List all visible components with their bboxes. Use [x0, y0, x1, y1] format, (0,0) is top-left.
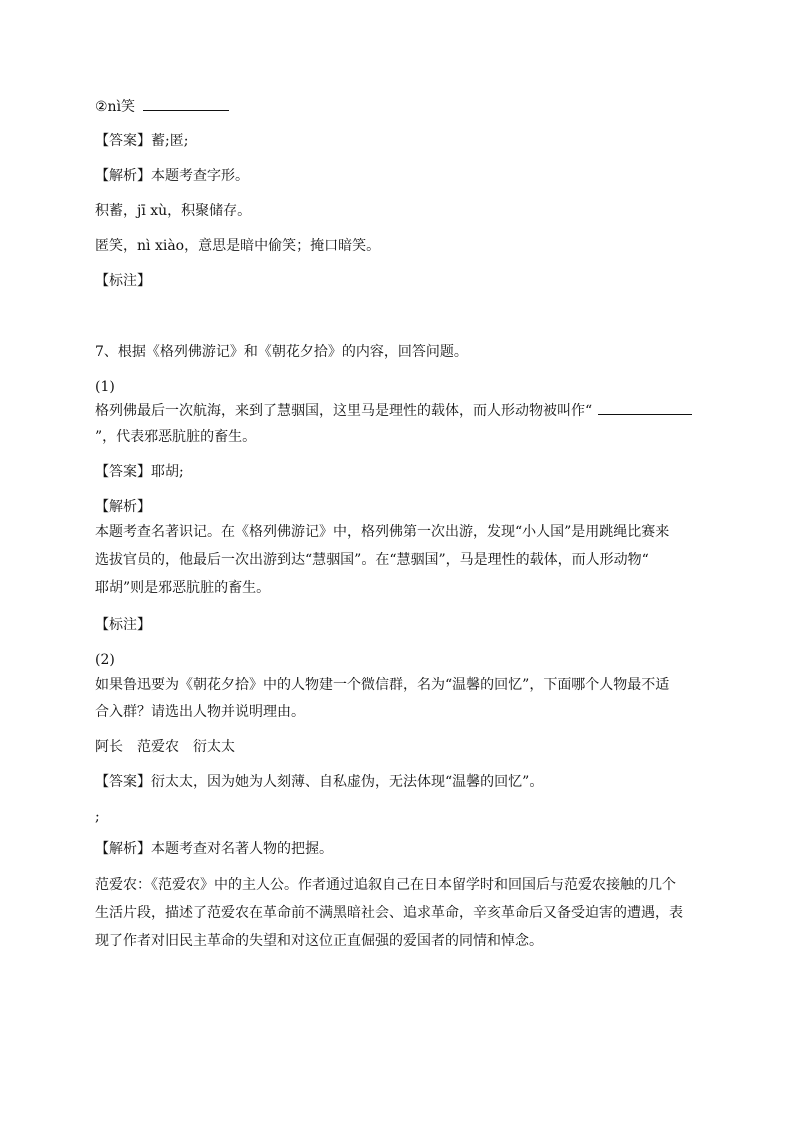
q7-sub1-analysis-line-1: 本题考查名著识记。在《格列佛游记》中，格列佛第一次出游，发现“小人国”是用跳绳比赛来 — [95, 524, 670, 540]
option-fan-ainong: 范爱农 — [137, 739, 179, 755]
q7-sub2-number: (2) — [95, 652, 115, 668]
q6-analysis-line — [95, 166, 249, 186]
answer-label: 【答案】 — [95, 774, 151, 790]
q7-sub1-question-line-1 — [95, 400, 692, 421]
q7-sub2-options — [95, 737, 235, 757]
answer-label: 【答案】 — [95, 133, 151, 149]
q7-sub1-analysis-label: 【解析】 — [95, 499, 151, 515]
answer-text: 蓄;匿; — [151, 133, 189, 149]
stray-semicolon: ; — [95, 809, 100, 825]
q6-item2-line — [95, 96, 229, 117]
q7-sub2-detail-line-2: 生活片段，描述了范爱农在革命前不满黑暗社会、追求革命，辛亥革命后又备受迫害的遭遇，表 — [95, 905, 683, 921]
q7-sub1-analysis-line-2: 选拔官员的，他最后一次出游到达“慧骃国”。在“慧骃国”，马是理性的载体，而人形动物“ — [95, 552, 649, 568]
answer-text: 衍太太，因为她为人刻薄、自私虚伪，无法体现“温馨的回忆”。 — [151, 774, 544, 790]
q6-answer-line — [95, 131, 188, 151]
analysis-text: 本题考查字形。 — [151, 168, 249, 184]
q7-sub1-analysis-line-3: 耶胡”则是邪恶肮脏的畜生。 — [95, 580, 271, 596]
q7-sub2-detail-line-1: 范爱农：《范爱农》中的主人公。作者通过追叙自己在日本留学时和回国后与范爱农接触的几个 — [95, 877, 676, 893]
analysis-label: 【解析】 — [95, 841, 151, 857]
q6-explanation-line-1: 积蓄，jī xù，积聚储存。 — [95, 203, 252, 219]
q7-sub2-answer-line — [95, 772, 543, 792]
analysis-text: 本题考查对名著人物的把握。 — [151, 841, 333, 857]
analysis-label: 【解析】 — [95, 168, 151, 184]
q7-sub2-analysis-line — [95, 839, 333, 859]
option-yan-taitai: 衍太太 — [193, 739, 235, 755]
q7-sub2-question-line-1: 如果鲁迅要为《朝花夕拾》中的人物建一个微信群，名为“温馨的回忆”，下面哪个人物最不适 — [95, 677, 670, 693]
q7-sub2-question-line-2: 合入群？请选出人物并说明理由。 — [95, 704, 305, 720]
option-a-chang: 阿长 — [95, 739, 123, 755]
answer-text: 耶胡; — [151, 464, 184, 480]
q7-sub1-number: (1) — [95, 379, 115, 395]
q7-sub1-note: 【标注】 — [95, 617, 151, 633]
q7-sub1-text-a: 格列佛最后一次航海，来到了慧骃国，这里马是理性的载体，而人形动物被叫作“ — [95, 403, 593, 419]
answer-label: 【答案】 — [95, 464, 151, 480]
q6-note: 【标注】 — [95, 273, 151, 289]
q7-sub2-detail-line-3: 现了作者对旧民主革命的失望和对这位正直倔强的爱国者的同情和悼念。 — [95, 933, 543, 949]
q6-item2-prompt: ②nì笑 — [95, 99, 136, 115]
q7-sub1-question-line-2: ”，代表邪恶肮脏的畜生。 — [95, 429, 257, 445]
q6-explanation-line-2: 匿笑，nì xiào，意思是暗中偷笑；掩口暗笑。 — [95, 238, 381, 254]
q7-sub1-answer-line — [95, 462, 184, 482]
q7-title: 7、根据《格列佛游记》和《朝花夕拾》的内容，回答问题。 — [95, 344, 468, 360]
answer-blank — [598, 400, 692, 415]
answer-blank — [143, 96, 229, 111]
